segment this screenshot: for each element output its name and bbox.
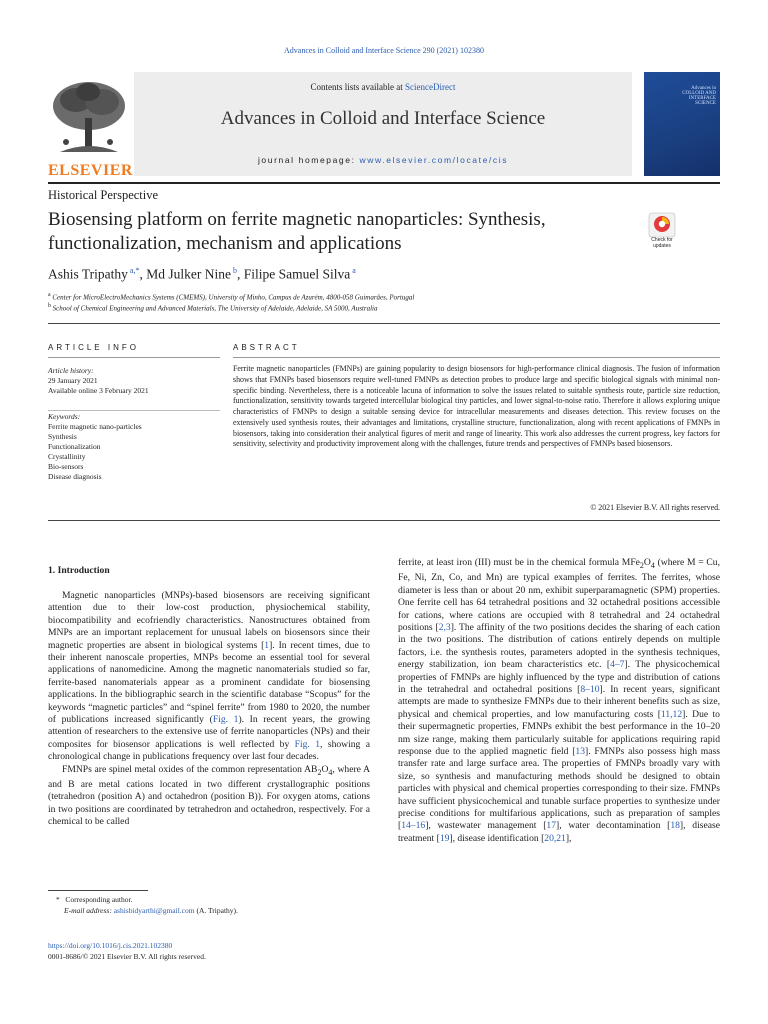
citation-link[interactable]: 18 — [670, 820, 680, 832]
journal-header — [48, 70, 720, 178]
paragraph — [398, 557, 720, 845]
affiliation-b — [48, 303, 377, 312]
info-rule — [48, 357, 220, 358]
abstract-bottom-rule — [48, 520, 720, 521]
check-updates-icon — [642, 212, 682, 238]
keyword: Functionalization — [48, 442, 101, 451]
abstract-rule — [233, 357, 720, 358]
citation-link[interactable]: 8–10 — [580, 683, 600, 695]
homepage-link[interactable]: www.elsevier.com/locate/cis — [359, 155, 509, 165]
journal-title: Advances in Colloid and Interface Science — [220, 108, 546, 129]
corresponding-text: Corresponding author. — [65, 895, 133, 904]
section-heading-introduction: 1. Introduction — [48, 565, 110, 576]
journal-cover[interactable] — [644, 72, 720, 176]
footnote-marker: * — [56, 895, 60, 904]
history-received: 29 January 2021 — [48, 376, 98, 385]
header-rule — [48, 182, 720, 184]
text-run: ]. In recent years, significant attempts are made to synthesize FMNPs due to their inherent benefits such as size, physical and chemical properties, and low manufacturing costs [ — [398, 683, 721, 720]
text-run: ]. In recent times, due to their inherent nanoscale properties, MNPs become an essential tool for several applications of nanomedicine. Among the magnetic nanomaterials studied so far, ferrite-based nanomaterials appear as a prominent candidate for biosensing applications. In the bibliographic search in the scientific database “Scopus” for the keywords “magnetic particles” and “spinel ferrite” from 1980 to 2020, the number of publications increased significantly ( — [48, 639, 370, 726]
sciencedirect-link[interactable]: ScienceDirect — [405, 82, 456, 92]
affiliation-text: Center for MicroElectroMechanics Systems (CMEMS), University of Minho, Campus de Azurém, 4800-058 Guimarães, Portugal — [52, 293, 415, 302]
journal-band — [134, 72, 632, 176]
keyword: Synthesis — [48, 432, 77, 441]
elsevier-logo — [48, 78, 133, 179]
author-list — [48, 266, 356, 283]
citation-link[interactable]: 4–7 — [610, 659, 625, 671]
email-suffix: (A. Tripathy). — [194, 906, 238, 915]
text-run: ], disease identification [ — [449, 832, 545, 844]
abstract-text: Ferrite magnetic nanoparticles (FMNPs) are gaining popularity to design biosensors for high-performance clinical diagnosis. The fusion of information shows that FMNPs based biosensors require well-tuned FMNPs as detection probes to produce large and specific biological signals with minimal non-specific binding. Nevertheless, there is a noticeable lacuna of information to solve the issues related to suitable synthesis route, particle size reduction, functionalization, sensitivity towards targeted intercellular biological tiny particles, and lower signal-to-noise ratio. Therefore it allows exploring unique characteristics of FMNPs to design a suitable sensing device for intracellular measurements and diseases detection. This review focuses on the extensively used synthesis routes, their advantages and limitations, crystalline structure, functionalization, along with recent applications of FMNPs in biosensors, taking into consideration their analytical figures of merit and range of linearity. This work also addresses the current progress, key factors for sensitivity, selectivity and productivity improvement along with the challenges, future trends and perspectives of FMNPs based biosensors. — [233, 364, 720, 449]
check-updates-label: Check for updates — [651, 237, 673, 249]
text-run: ]. FMNPs also possess high mass transfer rate and large surface area. The properties of FMNPs broadly vary with size, so synthesis and manufacturing methods should be designed to obtain particles with physical and chemical properties corresponding to their size. FMNPs have sufficient physicochemical and tunable surface properties to synthesize under precise conditions for multifarious applications, such as preparation of samples [ — [398, 746, 720, 832]
keywords — [48, 412, 220, 482]
email-label: E-mail address: — [64, 906, 114, 915]
citation-link[interactable]: 13 — [575, 746, 586, 757]
contents-prefix: Contents lists available at — [310, 82, 405, 92]
corresponding-author-note — [56, 895, 132, 904]
email-link[interactable]: ashisbidyarthi@gmail.com — [113, 906, 195, 915]
affiliation-text: School of Chemical Engineering and Advanced Materials, The University of Adelaide, Adelaide, SA 5000, Australia — [52, 304, 378, 313]
subscript: 2 — [317, 767, 322, 777]
contents-line — [134, 82, 632, 92]
keyword: Crystallinity — [48, 452, 86, 461]
text-run: ], wastewater management [ — [425, 820, 547, 832]
homepage-prefix: journal homepage: — [257, 155, 360, 165]
citation-link[interactable]: 17 — [546, 820, 557, 832]
article-type: Historical Perspective — [48, 188, 159, 202]
text-run: ], disease treatment [ — [398, 820, 720, 844]
paragraph — [48, 590, 370, 764]
author-name[interactable]: Ashis Tripathy — [48, 266, 128, 282]
author-name[interactable]: Filipe Samuel Silva — [243, 266, 351, 282]
article-history — [48, 366, 220, 396]
author-name[interactable]: Md Julker Nine — [146, 266, 231, 282]
text-run: O — [321, 763, 329, 775]
subscript: 4 — [650, 560, 655, 570]
affiliation-a — [48, 292, 414, 301]
citation-link[interactable]: Fig. 1 — [212, 714, 239, 726]
issn-copyright: 0001-8686/© 2021 Elsevier B.V. All rights reserved. — [48, 952, 206, 961]
citation-link[interactable]: 2,3 — [438, 621, 451, 633]
author-separator: , — [236, 266, 244, 282]
publisher-name: ELSEVIER — [48, 162, 133, 179]
text-run: ]. Due to their supermagnetic properties, FMNPs exhibit the best performance in the 10–20 nm size range, making them particularly suitable for applications requiring rapid response due to the applied magnetic field [ — [398, 708, 720, 757]
article-title: Biosensing platform on ferrite magnetic nanoparticles: Synthesis, functionalization, mechanism and applications — [48, 209, 546, 254]
article-info-heading: ARTICLE INFO — [48, 343, 139, 352]
abstract-copyright: © 2021 Elsevier B.V. All rights reserved. — [590, 503, 720, 512]
history-rule — [48, 410, 220, 411]
check-for-updates-badge[interactable] — [642, 212, 682, 256]
subscript: 2 — [639, 560, 644, 570]
citation-link[interactable]: 1 — [264, 639, 270, 651]
text-run: Magnetic nanoparticles (MNPs)-based biosensors are receiving significant attention due to their low-cost production, physiochemical stability, biocompatibility and ecofriendly characteristics. Nanostructures obtained from MNPs are an important replacement for unusual labels on biosensors since their magnetic properties are absent in biological systems [ — [48, 590, 370, 651]
keyword: Bio-sensors — [48, 462, 84, 471]
history-label: Article history: — [48, 366, 94, 375]
keywords-label: Keywords: — [48, 412, 81, 421]
text-run: , showing a chronological change in publications frequency over last four decades. — [48, 738, 370, 763]
body-column-left — [48, 590, 370, 829]
citation-link[interactable]: Fig. 1 — [294, 738, 321, 750]
footnote-rule — [48, 890, 148, 891]
author-affiliation-marker[interactable]: a,* — [127, 266, 140, 275]
keyword: Ferrite magnetic nano-particles — [48, 422, 142, 431]
affiliation-marker: b — [48, 303, 51, 309]
text-run: O — [643, 557, 651, 568]
text-run: ]. The physicochemical properties of FMNPs are highly influenced by the type and distribution of cations in the tetrahedral and octahedral positions [ — [398, 659, 720, 695]
citation-link[interactable]: 19 — [439, 832, 450, 844]
affiliation-marker: a — [48, 292, 51, 298]
author-affiliation-marker[interactable]: b — [230, 266, 237, 275]
doi-link[interactable]: https://doi.org/10.1016/j.cis.2021.102380 — [48, 941, 173, 950]
text-run: ]. The affinity of the two positions decides the sharing of each cation in the two positions. The distribution of cations entirely depends on multiple factors, i.e. the synthesis routes, parameters adopted in the synthesis techniques, energy stabilization, ion beam characteristics etc. [ — [398, 621, 720, 671]
text-run: , where A and B are metal cations located in two different crystallographic positions (tetrahedron (position A) and octahedron (position B)). For oxygen atoms, cations in two positions are coordinated by tetrahedron and octahedron, respectively. For a chemical to be called — [48, 763, 370, 828]
text-run: FMNPs are spinel metal oxides of the common representation AB — [62, 763, 318, 775]
journal-reference[interactable]: Advances in Colloid and Interface Science 290 (2021) 102380 — [284, 46, 484, 55]
cover-title: Advances in COLLOID AND INTERFACE SCIENCE — [682, 86, 716, 106]
citation-link[interactable]: 20,21 — [544, 832, 566, 844]
affiliation-rule — [48, 323, 720, 324]
text-run: ], — [565, 832, 572, 844]
body-column-right — [398, 557, 720, 845]
subscript: 4 — [328, 767, 333, 777]
text-run: (where M = Cu, Fe, Ni, Zn, Co, and Mn) are typical examples of ferrites. The ferrites, whose diameter is less than or about 20 nm, exhibit superparamagnetic (SPM) properties. One ferrite cell has 64 tetrahedral positions and 32 octahedral positions accessible for cations, where cations are occupied with 8 tetrahedral and 24 octahedral positions [ — [398, 557, 720, 633]
citation-link[interactable]: 11,12 — [660, 708, 683, 720]
journal-homepage — [134, 155, 632, 165]
paragraph — [48, 764, 370, 829]
citation-link[interactable]: 14–16 — [401, 820, 426, 832]
tree-icon — [48, 78, 130, 158]
text-run: ferrite, at least iron (III) must be in the chemical formula MFe — [398, 557, 640, 568]
keyword: Disease diagnosis — [48, 472, 102, 481]
author-separator: , — [139, 266, 147, 282]
text-run: ). In recent years, the growing attention of researchers to the extensive use of ferrite nanoparticles (NPs) and their composites for biosensor applications is well reflected by — [48, 714, 370, 750]
history-online: Available online 3 February 2021 — [48, 386, 149, 395]
abstract-heading: ABSTRACT — [233, 343, 300, 352]
text-run: ], water decontamination [ — [556, 820, 671, 832]
email-note — [64, 906, 238, 915]
author-affiliation-marker[interactable]: a — [350, 266, 356, 275]
